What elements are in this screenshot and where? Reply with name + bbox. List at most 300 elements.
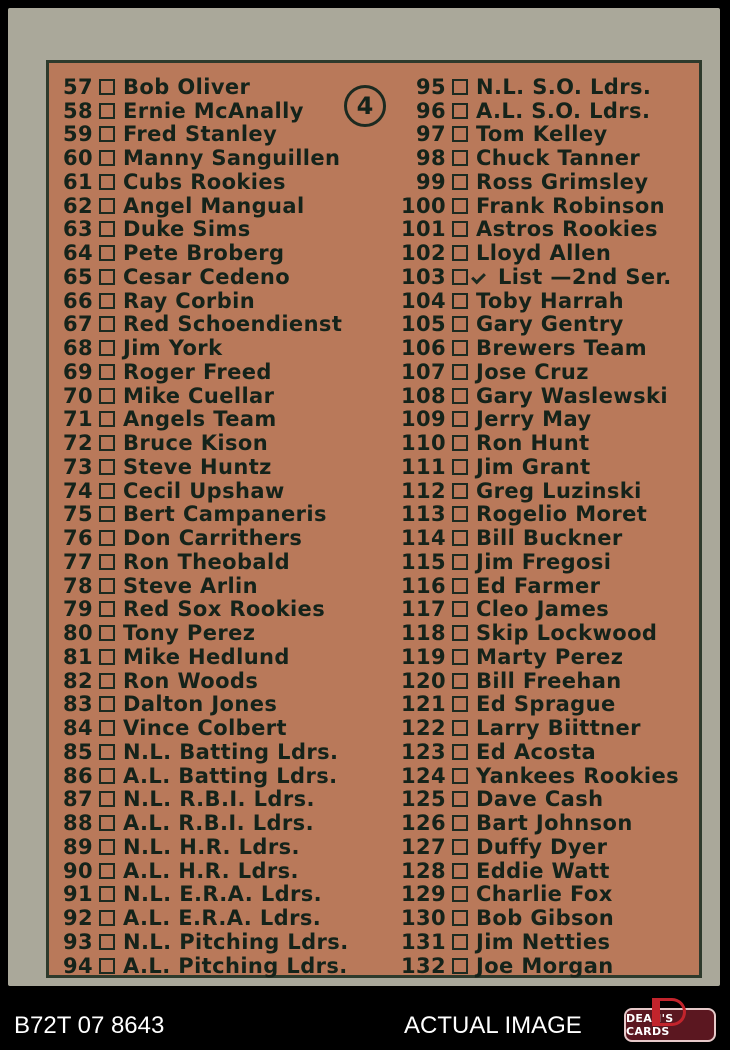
player-name: Bill Buckner	[476, 526, 623, 551]
card-number: 117	[400, 597, 446, 622]
card-number: 128	[400, 858, 446, 883]
checkbox-icon[interactable]	[452, 554, 468, 570]
checkbox-icon[interactable]	[99, 411, 115, 427]
checklist-row	[394, 764, 679, 788]
card-number: 83	[62, 692, 93, 717]
player-name: Skip Lockwood	[476, 621, 658, 646]
checkbox-icon[interactable]	[99, 483, 115, 499]
player-name: Eddie Watt	[476, 858, 610, 883]
checkbox-icon[interactable]	[452, 696, 468, 712]
player-name: Jerry May	[476, 407, 592, 432]
checklist-row	[55, 883, 349, 907]
player-name: Bruce Kison	[123, 431, 269, 456]
player-name: Brewers Team	[476, 336, 648, 361]
card-number: 80	[62, 621, 93, 646]
checklist-right-column	[394, 75, 679, 978]
card-number: 68	[62, 336, 93, 361]
card-number: 131	[400, 929, 446, 954]
card-number: 94	[62, 953, 93, 978]
checklist-row	[394, 574, 679, 598]
player-name: Chuck Tanner	[476, 146, 641, 171]
player-name: Ross Grimsley	[476, 169, 649, 194]
checklist-row	[55, 930, 349, 954]
player-name: Bart Johnson	[476, 811, 633, 836]
checklist-row	[394, 218, 679, 242]
checkbox-icon[interactable]	[99, 364, 115, 380]
card-number: 70	[62, 383, 93, 408]
checklist-row	[55, 170, 349, 194]
checklist-row	[394, 313, 679, 337]
player-name: Gary Waslewski	[476, 383, 668, 408]
card-number: 82	[62, 668, 93, 693]
player-name: Tom Kelley	[476, 122, 608, 147]
card-number: 102	[400, 241, 446, 266]
player-name: Frank Robinson	[476, 193, 666, 218]
checkbox-icon[interactable]	[99, 221, 115, 237]
card-number: 69	[62, 359, 93, 384]
checklist-row	[394, 621, 679, 645]
card-number: 108	[400, 383, 446, 408]
checklist-row	[55, 811, 349, 835]
checkbox-checked-icon[interactable]	[452, 269, 468, 285]
player-name: N.L. Pitching Ldrs.	[123, 929, 349, 954]
checkbox-icon[interactable]	[99, 388, 115, 404]
checklist-row	[394, 384, 679, 408]
checklist-row	[394, 360, 679, 384]
player-name: Lloyd Allen	[476, 241, 612, 266]
checkbox-icon[interactable]	[99, 150, 115, 166]
checklist-row	[394, 550, 679, 574]
card-number: 126	[400, 811, 446, 836]
checklist-row	[55, 906, 349, 930]
checkbox-icon[interactable]	[99, 649, 115, 665]
card-number: 113	[400, 502, 446, 527]
deans-cards-logo	[624, 1008, 716, 1042]
player-name: Bill Freehan	[476, 668, 622, 693]
checkbox-icon[interactable]	[452, 625, 468, 641]
card-number: 88	[62, 811, 93, 836]
checkbox-icon[interactable]	[452, 245, 468, 261]
checkbox-icon[interactable]	[452, 768, 468, 784]
checkbox-icon[interactable]	[99, 340, 115, 356]
player-name: A.L. E.R.A. Ldrs.	[123, 906, 322, 931]
card-number: 81	[62, 644, 93, 669]
checklist-row	[394, 693, 679, 717]
card-number: 101	[400, 217, 446, 242]
checkbox-icon[interactable]	[99, 554, 115, 570]
card-number: 89	[62, 834, 93, 859]
player-name: List —2nd Ser.	[498, 264, 672, 289]
checklist-row	[394, 669, 679, 693]
card-number: 64	[62, 241, 93, 266]
checkbox-icon[interactable]	[99, 886, 115, 902]
checklist-row	[394, 455, 679, 479]
player-name: A.L. S.O. Ldrs.	[476, 98, 651, 123]
checkbox-icon[interactable]	[99, 198, 115, 214]
card-number: 106	[400, 336, 446, 361]
card-number: 91	[62, 882, 93, 907]
card-number: 73	[62, 454, 93, 479]
checklist-row	[55, 645, 349, 669]
checkbox-icon[interactable]	[452, 316, 468, 332]
card-number: 85	[62, 739, 93, 764]
checkbox-icon[interactable]	[452, 578, 468, 594]
card-number: 116	[400, 573, 446, 598]
checkbox-icon[interactable]	[452, 720, 468, 736]
checklist-left-column	[55, 75, 349, 978]
checkbox-icon[interactable]	[99, 839, 115, 855]
card-number: 110	[400, 431, 446, 456]
checkbox-icon[interactable]	[452, 673, 468, 689]
checklist-row	[55, 431, 349, 455]
card-number-badge: 4	[344, 85, 386, 127]
checklist-row	[55, 194, 349, 218]
card-number: 119	[400, 644, 446, 669]
player-name: A.L. Batting Ldrs.	[123, 763, 338, 788]
player-name: N.L. Batting Ldrs.	[123, 739, 339, 764]
card-number: 107	[400, 359, 446, 384]
checkbox-icon[interactable]	[99, 245, 115, 261]
checkbox-icon[interactable]	[452, 198, 468, 214]
checkbox-icon[interactable]	[452, 483, 468, 499]
player-name: Jim Netties	[476, 929, 611, 954]
checklist-row	[394, 811, 679, 835]
checkbox-icon[interactable]	[452, 293, 468, 309]
checkbox-icon[interactable]	[452, 744, 468, 760]
checkbox-icon[interactable]	[99, 744, 115, 760]
player-name: Ron Theobald	[123, 549, 291, 574]
checklist-row	[55, 740, 349, 764]
player-name: Charlie Fox	[476, 882, 613, 907]
checkbox-icon[interactable]	[452, 388, 468, 404]
checkbox-icon[interactable]	[452, 221, 468, 237]
card-number: 61	[62, 169, 93, 194]
player-name: N.L. R.B.I. Ldrs.	[123, 787, 315, 812]
checklist-row	[394, 408, 679, 432]
checklist-row	[55, 313, 349, 337]
checklist-row	[394, 598, 679, 622]
player-name: Bert Campaneris	[123, 502, 327, 527]
player-name: N.L. H.R. Ldrs.	[123, 834, 300, 859]
checklist-row	[55, 289, 349, 313]
player-name: Gary Gentry	[476, 312, 624, 337]
player-name: Marty Perez	[476, 644, 624, 669]
checklist-row	[394, 336, 679, 360]
checkbox-icon[interactable]	[452, 649, 468, 665]
card-number: 75	[62, 502, 93, 527]
player-name: Duke Sims	[123, 217, 251, 242]
checklist-row	[394, 479, 679, 503]
card-number: 74	[62, 478, 93, 503]
player-name: Jim Fregosi	[476, 549, 612, 574]
checklist-row	[394, 265, 679, 289]
player-name: Roger Freed	[123, 359, 272, 384]
checkbox-icon[interactable]	[452, 910, 468, 926]
checklist-row	[55, 954, 349, 978]
card-number: 109	[400, 407, 446, 432]
checkbox-icon[interactable]	[452, 340, 468, 356]
player-name: Angels Team	[123, 407, 277, 432]
player-name: Cecil Upshaw	[123, 478, 285, 503]
checklist-row	[394, 835, 679, 859]
card-number: 114	[400, 526, 446, 551]
player-name: Astros Rookies	[476, 217, 658, 242]
checkbox-icon[interactable]	[99, 435, 115, 451]
checklist-row	[394, 75, 679, 99]
checklist-row	[55, 455, 349, 479]
checkbox-icon[interactable]	[99, 79, 115, 95]
player-name: Jose Cruz	[476, 359, 589, 384]
player-name: Ron Hunt	[476, 431, 590, 456]
checkbox-icon[interactable]	[99, 269, 115, 285]
checklist-row	[394, 170, 679, 194]
checkbox-icon[interactable]	[452, 126, 468, 142]
checklist-row	[55, 788, 349, 812]
checklist-row	[55, 859, 349, 883]
checkbox-icon[interactable]	[452, 601, 468, 617]
card-number: 100	[400, 193, 446, 218]
card-number: 127	[400, 834, 446, 859]
checklist-row	[55, 146, 349, 170]
player-name: N.L. S.O. Ldrs.	[476, 74, 652, 99]
checkbox-icon[interactable]	[452, 934, 468, 950]
checkbox-icon[interactable]	[99, 673, 115, 689]
checkbox-icon[interactable]	[452, 411, 468, 427]
checklist-row	[394, 503, 679, 527]
card-number: 84	[62, 716, 93, 741]
checkbox-icon[interactable]	[452, 506, 468, 522]
checkbox-icon[interactable]	[452, 364, 468, 380]
player-name: Joe Morgan	[476, 953, 614, 978]
player-name: Jim York	[123, 336, 223, 361]
player-name: Rogelio Moret	[476, 502, 648, 527]
card-number: 87	[62, 787, 93, 812]
logo-text: DEAN'S CARDS	[626, 1012, 674, 1038]
player-name: Dave Cash	[476, 787, 604, 812]
checklist-row	[55, 384, 349, 408]
card-number: 132	[400, 953, 446, 978]
player-name: Dalton Jones	[123, 692, 278, 717]
card-number: 78	[62, 573, 93, 598]
card-number: 67	[62, 312, 93, 337]
checklist-row	[394, 241, 679, 265]
card-number: 98	[415, 146, 446, 171]
checklist-row	[55, 503, 349, 527]
checkbox-icon[interactable]	[99, 506, 115, 522]
card-number: 57	[62, 74, 93, 99]
player-name: A.L. H.R. Ldrs.	[123, 858, 299, 883]
player-name: Vince Colbert	[123, 716, 287, 741]
checkbox-icon[interactable]	[99, 815, 115, 831]
player-name: Ed Sprague	[476, 692, 616, 717]
checklist-row	[394, 883, 679, 907]
checklist-row	[55, 479, 349, 503]
footer-bar	[0, 1000, 730, 1050]
checklist-row	[55, 265, 349, 289]
checklist-row	[55, 360, 349, 384]
card-number: 58	[62, 98, 93, 123]
player-name: Cleo James	[476, 597, 610, 622]
checkbox-icon[interactable]	[452, 79, 468, 95]
player-name: A.L. Pitching Ldrs.	[123, 953, 348, 978]
card-number: 130	[400, 906, 446, 931]
checkbox-icon[interactable]	[452, 103, 468, 119]
card-number: 60	[62, 146, 93, 171]
player-name: Bob Oliver	[123, 74, 251, 99]
card-number: 120	[400, 668, 446, 693]
checklist-row	[394, 906, 679, 930]
player-name: Ron Woods	[123, 668, 259, 693]
checklist-row	[55, 336, 349, 360]
checkbox-icon[interactable]	[452, 459, 468, 475]
card-number: 96	[415, 98, 446, 123]
checklist-row	[394, 930, 679, 954]
checklist-row	[394, 146, 679, 170]
checkbox-icon[interactable]	[99, 720, 115, 736]
actual-image-label: ACTUAL IMAGE	[404, 1012, 582, 1039]
player-name: Toby Harrah	[476, 288, 624, 313]
checkbox-icon[interactable]	[99, 293, 115, 309]
checkbox-icon[interactable]	[99, 625, 115, 641]
card-number: 62	[62, 193, 93, 218]
checklist-row	[55, 764, 349, 788]
checklist-row	[394, 99, 679, 123]
card-number: 111	[400, 454, 446, 479]
checklist-row	[55, 669, 349, 693]
checkbox-icon[interactable]	[452, 174, 468, 190]
checkbox-icon[interactable]	[452, 839, 468, 855]
checklist-row	[55, 123, 349, 147]
checklist-row	[394, 716, 679, 740]
checkbox-icon[interactable]	[99, 578, 115, 594]
card-number: 63	[62, 217, 93, 242]
checkbox-icon[interactable]	[452, 815, 468, 831]
checkbox-icon[interactable]	[452, 150, 468, 166]
card-number: 115	[400, 549, 446, 574]
player-name: Greg Luzinski	[476, 478, 642, 503]
card-number: 124	[400, 763, 446, 788]
player-name: Mike Cuellar	[123, 383, 275, 408]
player-name: Bob Gibson	[476, 906, 615, 931]
card-number: 123	[400, 739, 446, 764]
checkbox-icon[interactable]	[99, 530, 115, 546]
card-number: 103	[400, 264, 446, 289]
card-border	[8, 8, 720, 986]
checklist-row	[55, 574, 349, 598]
checklist-row	[55, 716, 349, 740]
card-number: 129	[400, 882, 446, 907]
checkbox-icon[interactable]	[452, 435, 468, 451]
player-name: Pete Broberg	[123, 241, 285, 266]
checklist-panel	[46, 60, 702, 978]
card-number: 66	[62, 288, 93, 313]
checklist-row	[394, 645, 679, 669]
checklist-row	[55, 99, 349, 123]
checkbox-icon[interactable]	[452, 791, 468, 807]
checklist-row	[394, 194, 679, 218]
card-number: 71	[62, 407, 93, 432]
card-number: 122	[400, 716, 446, 741]
player-name: Steve Arlin	[123, 573, 259, 598]
checklist-row	[55, 598, 349, 622]
card-number: 93	[62, 929, 93, 954]
checkbox-icon[interactable]	[99, 910, 115, 926]
checklist-row	[55, 693, 349, 717]
checkbox-icon[interactable]	[452, 530, 468, 546]
card-number: 95	[415, 74, 446, 99]
player-name: Steve Huntz	[123, 454, 272, 479]
checklist-row	[394, 740, 679, 764]
player-name: Mike Hedlund	[123, 644, 290, 669]
checklist-row	[55, 550, 349, 574]
player-name: Ed Farmer	[476, 573, 601, 598]
checkbox-icon[interactable]	[99, 126, 115, 142]
player-name: Ray Corbin	[123, 288, 256, 313]
checkbox-icon[interactable]	[452, 886, 468, 902]
checklist-row	[394, 954, 679, 978]
checklist-row	[394, 289, 679, 313]
checklist-row	[394, 123, 679, 147]
checkbox-icon[interactable]	[452, 863, 468, 879]
player-name: Ernie McAnally	[123, 98, 304, 123]
card-number: 121	[400, 692, 446, 717]
player-name: Ed Acosta	[476, 739, 597, 764]
checklist-row	[394, 859, 679, 883]
checklist-row	[55, 408, 349, 432]
player-name: Tony Perez	[123, 621, 256, 646]
card-number: 65	[62, 264, 93, 289]
checkbox-icon[interactable]	[99, 768, 115, 784]
player-name: Larry Biittner	[476, 716, 641, 741]
card-number: 97	[415, 122, 446, 147]
checkbox-icon[interactable]	[99, 601, 115, 617]
checkbox-icon[interactable]	[99, 791, 115, 807]
checkbox-icon[interactable]	[99, 958, 115, 974]
checkbox-icon[interactable]	[99, 459, 115, 475]
card-number: 59	[62, 122, 93, 147]
card-number: 125	[400, 787, 446, 812]
checkbox-icon[interactable]	[99, 696, 115, 712]
checkbox-icon[interactable]	[99, 316, 115, 332]
checklist-row	[394, 526, 679, 550]
player-name: Cubs Rookies	[123, 169, 286, 194]
card-number: 90	[62, 858, 93, 883]
card-number: 79	[62, 597, 93, 622]
checklist-row	[55, 621, 349, 645]
player-name: Red Sox Rookies	[123, 597, 326, 622]
checkbox-icon[interactable]	[99, 863, 115, 879]
player-name: Angel Mangual	[123, 193, 305, 218]
card-number: 72	[62, 431, 93, 456]
checklist-row	[55, 835, 349, 859]
card-number: 104	[400, 288, 446, 313]
card-number: 86	[62, 763, 93, 788]
card-number: 77	[62, 549, 93, 574]
player-name: Duffy Dyer	[476, 834, 608, 859]
player-name: Manny Sanguillen	[123, 146, 341, 171]
checklist-row	[394, 431, 679, 455]
checkbox-icon[interactable]	[99, 174, 115, 190]
checkbox-icon[interactable]	[99, 103, 115, 119]
card-number: 99	[415, 169, 446, 194]
player-name: Jim Grant	[476, 454, 591, 479]
checkbox-icon[interactable]	[99, 934, 115, 950]
checklist-row	[55, 526, 349, 550]
checkbox-icon[interactable]	[452, 958, 468, 974]
card-number: 76	[62, 526, 93, 551]
player-name: A.L. R.B.I. Ldrs.	[123, 811, 314, 836]
player-name: Cesar Cedeno	[123, 264, 291, 289]
